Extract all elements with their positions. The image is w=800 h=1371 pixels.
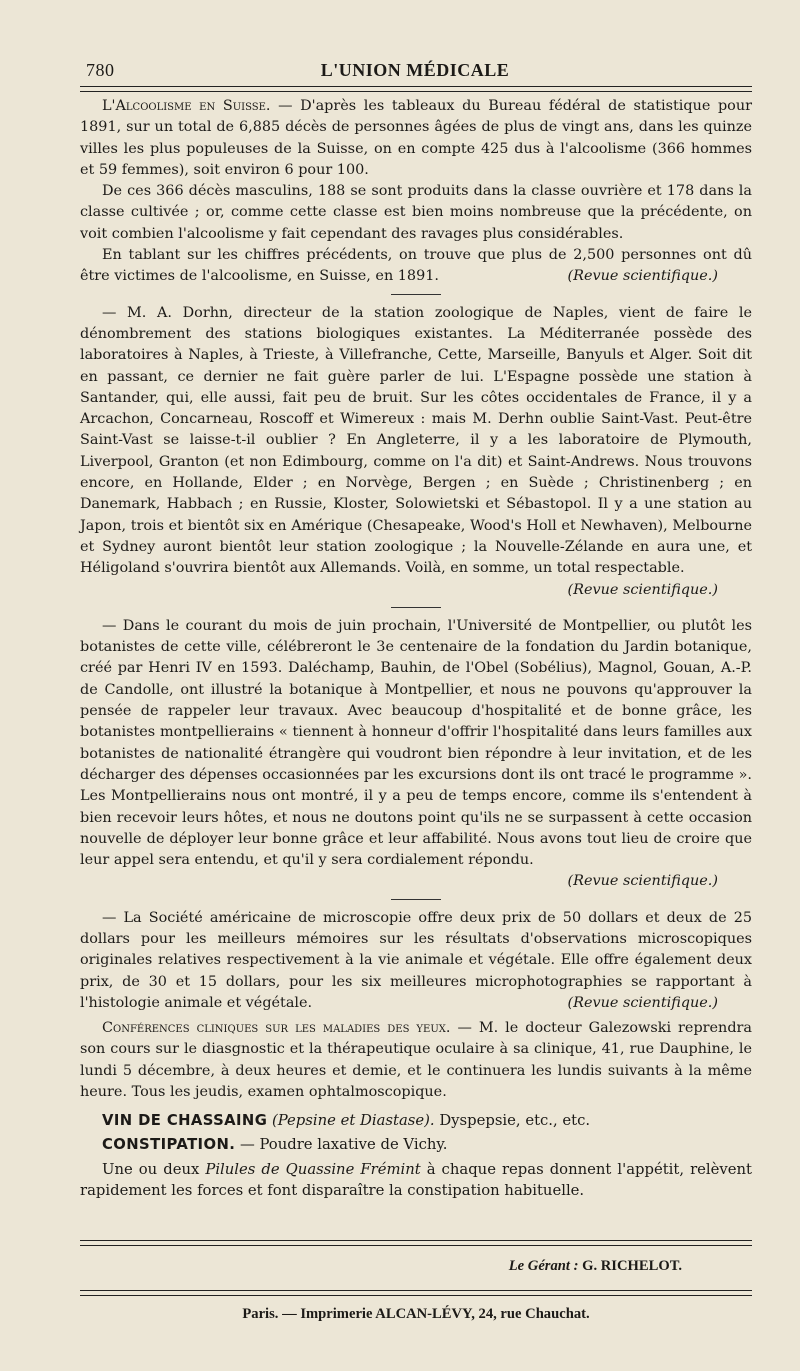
article-conferences bbox=[80, 1018, 752, 1103]
article-heading: Conférences cliniques sur les maladies des yeux. bbox=[102, 1020, 451, 1037]
article-paragraph: De ces 366 décès masculins, 188 se sont produits dans la classe ouvrière et 178 dans la classe cultivée ; or, comme cette classe est bien moins nombreuse que la précédente, on voit combien l'alcoolisme y fait cependant des ravages plus considérables. bbox=[80, 183, 752, 242]
signature bbox=[509, 1258, 682, 1275]
header-rule bbox=[80, 86, 752, 92]
ad-text: — Poudre laxative de Vichy. bbox=[235, 1136, 448, 1154]
page-number: 780 bbox=[86, 60, 115, 80]
signature-name: G. RICHELOT. bbox=[578, 1258, 682, 1274]
article-source: (Revue scientifique.) bbox=[567, 873, 718, 890]
article-paragraph: — La Société américaine de microscopie offre deux prix de 50 dollars et deux de 25 dollars pour les meilleurs mémoires sur les résultats d'observations microscopiques originales relatives respectivement à la vie animale et végétale. Elle offre également deux prix, de 30 et 15 dollars, pour les six meilleures microphotographies se rapportant à l'histologie animale et végétale. bbox=[80, 909, 752, 1011]
separator bbox=[391, 294, 441, 295]
advertisements bbox=[80, 1109, 752, 1201]
ad-subtitle: (Pepsine et Diastase). bbox=[271, 1112, 435, 1130]
article-column bbox=[80, 96, 752, 1201]
article-paragraph: — M. le docteur Galezowski reprendra son cours sur le diasgnostic et la thérapeutique oculaire à sa clinique, 41, rue Dauphine, le lundi 5 décembre, à deux heures et demie, et le continuera les lundis suivants à la même heure. Tous les jeudis, examen ophtalmoscopique. bbox=[80, 1020, 752, 1101]
ad-text: à chaque repas donnent l'appétit, relèvent rapidement les forces et font disparaître la constipation habituelle. bbox=[80, 1161, 752, 1200]
ad-title: VIN DE CHASSAING bbox=[102, 1112, 268, 1130]
imprint: Paris. — Imprimerie ALCAN-LÉVY, 24, rue Chauchat. bbox=[242, 1306, 590, 1322]
ad-text: Dyspepsie, etc., etc. bbox=[434, 1112, 591, 1130]
signature-role: Le Gérant : bbox=[508, 1258, 579, 1274]
separator bbox=[391, 899, 441, 900]
article-paragraph: — D'après les tableaux du Bureau fédéral de statistique pour 1891, sur un total de 6,885 décès de personnes âgées de plus de vingt ans, dans les quinze villes les plus populeuses de la Suisse, on en compte 425 dus à l'alcoolisme (366 hommes et 59 femmes), soit environ 6 pour 100. bbox=[80, 98, 752, 178]
ad-title: CONSTIPATION. bbox=[102, 1136, 236, 1154]
footer-rule-bottom bbox=[80, 1290, 752, 1296]
footer-rule-top bbox=[80, 1240, 752, 1246]
article-stations-biologiques bbox=[80, 303, 752, 601]
ad-product: Pilules de Quassine Frémint bbox=[205, 1161, 421, 1179]
article-source: (Revue scientifique.) bbox=[567, 581, 718, 598]
ad-text: Une ou deux bbox=[102, 1161, 206, 1179]
article-microscopie bbox=[80, 908, 752, 1014]
article-heading: L'Alcoolisme en Suisse. bbox=[102, 98, 271, 114]
page-header bbox=[78, 54, 752, 84]
running-title: L'UNION MÉDICALE bbox=[320, 60, 510, 80]
separator bbox=[391, 607, 441, 608]
article-paragraph: — Dans le courant du mois de juin prochain, l'Université de Montpellier, ou plutôt les botanistes de cette ville, célébreront le 3e centenaire de la fondation du Jardin botanique, créé par Henri IV en 1593. Daléchamp, Bauhin, de l'Obel (Sobélius), Magnol, Gouan, A.-P. de Candolle, ont illustré la botanique à Montpellier, et nous ne pouvons qu'approuver la pensée de rappeler leur travaux. Avec beaucoup d'hospitalité et de bonne grâce, les botanistes montpellierains « tiennent à honneur d'offrir l'hospitalité dans leurs familles aux botanistes de nationalité étrangère qui voudront bien répondre à leur invitation, et de les décharger des dépenses occasionnées par les excursions dont ils ont tracé le programme ». Les Montpellierains nous ont montré, il y a peu de temps encore, comme ils s'entendent à bien recevoir leurs hôtes, et nous ne doutons point qu'ils ne se surpassent à cette occasion nouvelle de déployer leur bonne grâce et leur affabilité. Nous avons tout lieu de croire que leur appel sera entendu, et qu'il y sera cordialement répondu. bbox=[80, 617, 752, 869]
article-source: (Revue scientifique.) bbox=[567, 994, 718, 1011]
article-paragraph: — M. A. Dorhn, directeur de la station zoologique de Naples, vient de faire le dénombrement des stations biologiques existantes. La Méditerranée possède des laboratoires à Naples, à Trieste, à Villefranche, Cette, Marseille, Banyuls et Alger. Soit dit en passant, ce dernier ne fait guère parler de lui. L'Espagne possède une station à Santander, qui, elle aussi, fait peu de bruit. Sur les côtes occidentales de France, il y a Arcachon, Concarneau, Roscoff et Wimereux : mais M. Derhn oublie Saint-Vast. Peut-être Saint-Vast se laisse-t-il oublier ? En Angleterre, il y a les laboratoire de Plymouth, Liverpool, Granton (et non Edimbourg, comme on l'a dit) et Saint-Andrews. Nous trouvons encore, en Hollande, Elder ; en Norvège, Bergen ; en Suède ; Christinenberg ; en Danemark, Habbach ; en Russie, Kloster, Solowietski et Sébastopol. Il y a une station au Japon, trois et bientôt six en Amérique (Chesapeake, Wood's Holl et Newhaven), Melbourne et Sydney auront bientôt leur station zoologique ; la Nouvelle-Zélande en aura une, et Héligoland s'ouvrira bientôt aux Allemands. Voilà, en somme, un total respectable. bbox=[80, 304, 752, 577]
article-source: (Revue scientifique.) bbox=[567, 268, 718, 285]
article-paragraph: En tablant sur les chiffres précédents, on trouve que plus de 2,500 personnes ont dû être victimes de l'alcoolisme, en Suisse, en 1891. bbox=[80, 247, 752, 285]
article-jardin-botanique bbox=[80, 616, 752, 893]
article-alcoolisme bbox=[80, 96, 752, 288]
